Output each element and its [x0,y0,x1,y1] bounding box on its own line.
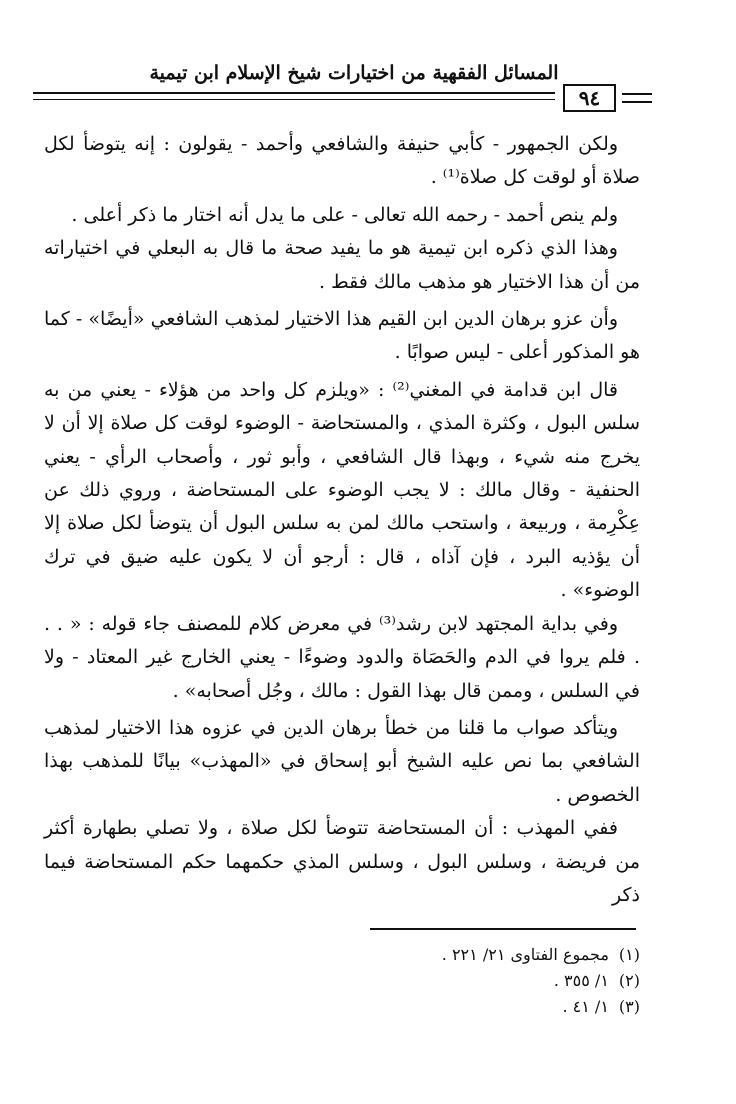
footnote [300,942,640,968]
page-number: ٩٤ [563,84,616,112]
header-rule-lower [33,99,555,100]
paragraph: وفي بداية المجتهد لابن رشد⁽³⁾ في معرض كلام للمصنف جاء قوله : « . . . فلم يروا في الدم والحَصَاة والدود وضوءًا - يعني الخارج غير المعتاد - ولا في السلس ، وممن قال بهذا القول : مالك ، وجُل أصحابه» . [44,612,640,702]
footnotes [300,942,640,1020]
header-rule-upper [33,92,555,94]
footnote-number: (٣) [618,997,640,1016]
paragraph: ولكن الجمهور - كأبي حنيفة والشافعي وأحمد - يقولون : إنه يتوضأ لكل صلاة أو لوقت كل صلاة⁽¹⁾ . [44,133,640,189]
footnote-text: ١/ ٣٥٥ . [553,971,609,990]
paragraph: وهذا الذي ذكره ابن تيمية هو ما يفيد صحة ما قال به البعلي في اختياراته من أن هذا الاختيار هو مذهب مالك فقط . [44,237,640,293]
paragraph: وأن عزو برهان الدين ابن القيم هذا الاختيار لمذهب الشافعي «أيضًا» - كما هو المذكور أعلى - ليس صوابًا . [44,308,640,364]
footnote [300,968,640,994]
footnote [300,994,640,1020]
main-text [44,128,640,912]
footnote-text: مجموع الفتاوى ٢١/ ٢٢١ . [441,945,609,964]
footnote-number: (١) [618,945,640,964]
paragraph: ففي المهذب : أن المستحاضة تتوضأ لكل صلاة ، ولا تصلي بطهارة أكثر من فريضة ، وسلس البول ، وسلس المذي حكمهما حكم المستحاضة فيما ذكر [44,817,640,906]
running-title: المسائل الفقهية من اختيارات شيخ الإسلام ابن تيمية [149,62,559,84]
header-tail-rule-lower [622,101,652,103]
paragraph: ولم ينص أحمد - رحمه الله تعالى - على ما يدل أنه اختار ما ذكر أعلى . [71,203,618,226]
header-tail-rule-upper [622,93,652,95]
paragraph: ويتأكد صواب ما قلنا من خطأ برهان الدين في عزوه هذا الاختيار لمذهب الشافعي بما نص عليه الشيخ أبو إسحاق في «المهذب» بيانًا للمذهب بهذا الخصوص . [44,716,640,806]
footnote-number: (٢) [618,971,640,990]
footnote-separator [370,928,636,930]
footnote-text: ١/ ٤١ . [562,997,609,1016]
paragraph: قال ابن قدامة في المغني⁽²⁾ : «ويلزم كل واحد من هؤلاء - يعني من به سلس البول ، وكثرة المذي ، والمستحاضة - الوضوء لوقت كل صلاة إلا أن لا يخرج منه شيء ، وبهذا قال الشافعي ، وأبو ثور ، وأصحاب الرأي - يعني الحنفية - وقال مالك : لا يجب الوضوء على المستحاضة ، وروي ذلك عن عِكْرِمة ، وربيعة ، واستحب مالك لمن به سلس البول أن يتوضأ لكل صلاة إلا أن يؤذيه البرد ، فإن آذاه ، قال : أرجو أن لا يكون عليه ضيق في ترك الوضوء» . [44,378,640,602]
